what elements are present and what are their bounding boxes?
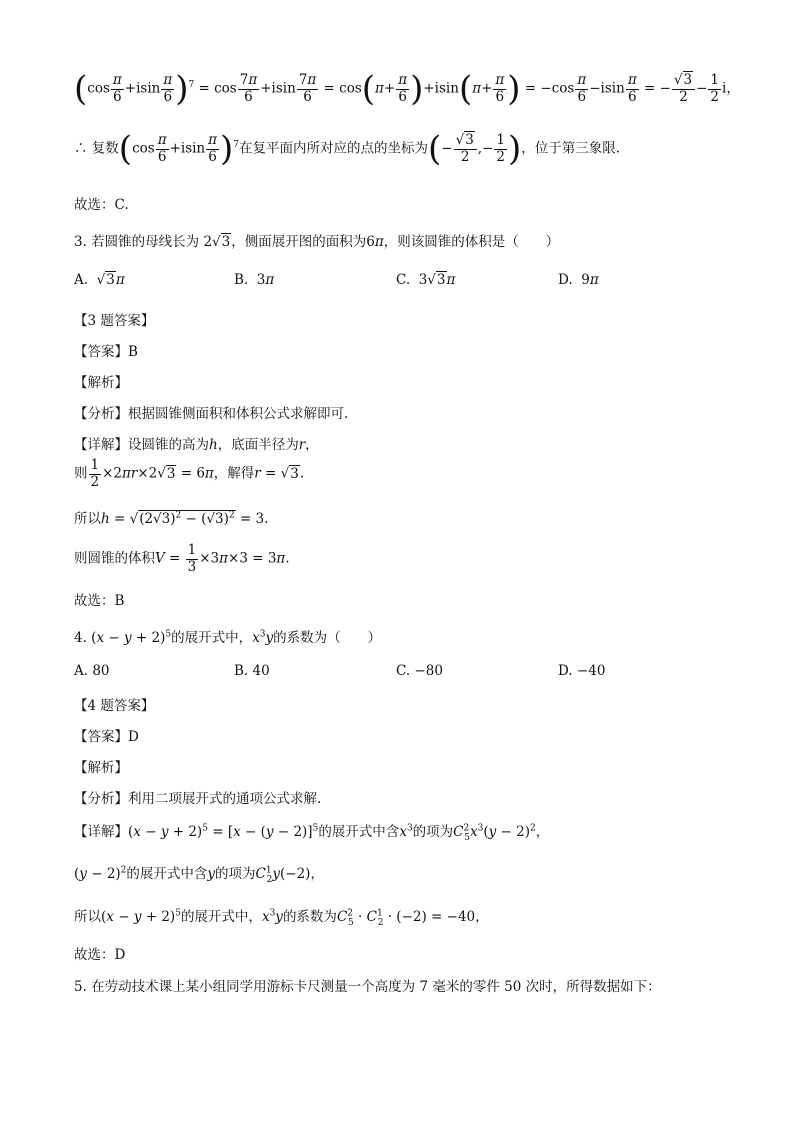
text: ， xyxy=(305,437,319,453)
q3-analysis-head: 【解析】 xyxy=(74,375,128,391)
text: ， xyxy=(535,824,550,840)
text: 的项为 xyxy=(412,824,454,840)
q3-option-c: C. 3√3π xyxy=(396,272,456,288)
prev-equation-line: (cos $\frac{\pi}{6}$ +isin $\frac{\pi}{6}$ )$^7$ = cos $\frac{7\pi}{6}$ +isin $\frac{7\pi}{6}$ = cos(π+ $\frac{\pi}{6}$ )+isin(π+ $\frac{\pi}{6}$ ) = −cos $\frac{\pi}{6}$ −isin $\frac{\pi}{6}$ = − $\frac{√3}{2}$ − $\frac{1}{2}$ i， xyxy=(74,69,740,109)
q4-detail-1: 【详解】$(x - y + 2)^5 = [x - (y - 2)]^5$的展开式中含$x^3$的项为$C^2_5x^3(y - 2)^2$， xyxy=(74,823,550,843)
text: 【详解】 xyxy=(74,824,128,840)
text: 的展开式中， xyxy=(171,630,253,646)
q3-stem: 3. 若圆锥的母线长为 2√3，侧面展开图的面积为6π，则该圆锥的体积是（ ） xyxy=(74,234,560,250)
text: ，位于第三象限. xyxy=(521,140,621,157)
q4-option-d: D. −40 xyxy=(558,663,606,679)
text: ，解得 xyxy=(213,465,255,482)
text: 的展开式中含 xyxy=(126,866,208,882)
label: A. xyxy=(74,272,89,288)
text: ，则该圆锥的体积是（ ） xyxy=(383,234,560,250)
q4-analysis-head: 【解析】 xyxy=(74,760,128,776)
label: D. xyxy=(558,272,573,288)
text: 的项为 xyxy=(215,866,256,882)
text: 则圆锥的体积 xyxy=(74,550,155,567)
q4-answer-head: 【4 题答案】 xyxy=(74,698,155,714)
text: ， xyxy=(310,866,324,882)
q4-choice: 故选：D xyxy=(74,947,126,963)
text: 所以 xyxy=(74,511,101,527)
q4-stem: 4. $(x - y + 2)^5$的展开式中，$x^3y$的系数为（ ） xyxy=(74,629,382,646)
prev-conclusion-line: ∴ 复数(cos $\frac{\pi}{6}$ +isin $\frac{\pi}{6}$ )$^7$在复平面内所对应的点的坐标为(− $\frac{√3}{2}$ ,− $\frac{1}{2}$ )，位于第三象限. xyxy=(74,129,621,169)
q4-detail-3: 所以$(x - y + 2)^5$的展开式中，$x^3y$的系数为$C^2_5 \cdot C^1_2 \cdot (-2) = -40$， xyxy=(74,908,489,928)
text: 【详解】设圆锥的高为 xyxy=(74,437,209,453)
text: 则 xyxy=(74,465,88,482)
q3-option-b: B. 3π xyxy=(234,272,275,288)
q3-equation-2: 所以$h = √(2√3)^2 - (√3)^2 = 3$. xyxy=(74,510,269,527)
q5-stem: 5. 在劳动技术课上某小组同学用游标卡尺测量一个高度为 7 毫米的零件 50 次时，所得数据如下： xyxy=(74,979,661,995)
text: 的系数为（ ） xyxy=(273,630,382,646)
q3-answer-head: 【3 题答案】 xyxy=(74,313,155,329)
text: 的展开式中含 xyxy=(318,824,400,840)
q3-option-d: D. 9π xyxy=(558,272,599,288)
q3-choice: 故选：B xyxy=(74,593,125,609)
punct: ， xyxy=(726,80,740,97)
text: 在复平面内所对应的点的坐标为 xyxy=(239,140,429,157)
text: ，侧面展开图的面积为 xyxy=(231,234,367,250)
text: ∴ 复数 xyxy=(74,140,119,157)
q4-option-c: C. −80 xyxy=(396,663,443,679)
q3-answer: 【答案】B xyxy=(74,344,138,360)
label: B. xyxy=(234,272,249,288)
text: 所以 xyxy=(74,909,101,925)
text: ， xyxy=(475,909,489,925)
q3-equation-3: 则圆锥的体积V = $\frac{1}{3}$ ×3π×3 = 3π. xyxy=(74,542,290,575)
text: 4. xyxy=(74,630,87,646)
text: 的展开式中， xyxy=(180,909,262,925)
q3-detail: 【详解】设圆锥的高为h，底面半径为r， xyxy=(74,437,319,453)
q4-option-a: A. 80 xyxy=(74,663,110,679)
q4-detail-2: $(y - 2)^2$的展开式中含y的项为$C^1_2y(-2)$， xyxy=(74,865,324,885)
q4-answer: 【答案】D xyxy=(74,729,139,745)
prev-choice: 故选：C. xyxy=(74,197,129,213)
q4-fenxi: 【分析】利用二项展开式的通项公式求解. xyxy=(74,791,322,807)
text: 的系数为 xyxy=(282,909,337,925)
q4-option-b: B. 40 xyxy=(234,663,270,679)
q3-equation-1: 则 $\frac{1}{2}$ ×2πr×2√3 = 6π，解得r = √3. xyxy=(74,457,305,490)
text: 3. 若圆锥的母线长为 xyxy=(74,234,200,250)
label: C. xyxy=(396,272,411,288)
text: ，底面半径为 xyxy=(217,437,299,453)
q3-fenxi: 【分析】根据圆锥侧面积和体积公式求解即可. xyxy=(74,406,349,422)
q3-option-a: A. √3π xyxy=(74,272,125,288)
